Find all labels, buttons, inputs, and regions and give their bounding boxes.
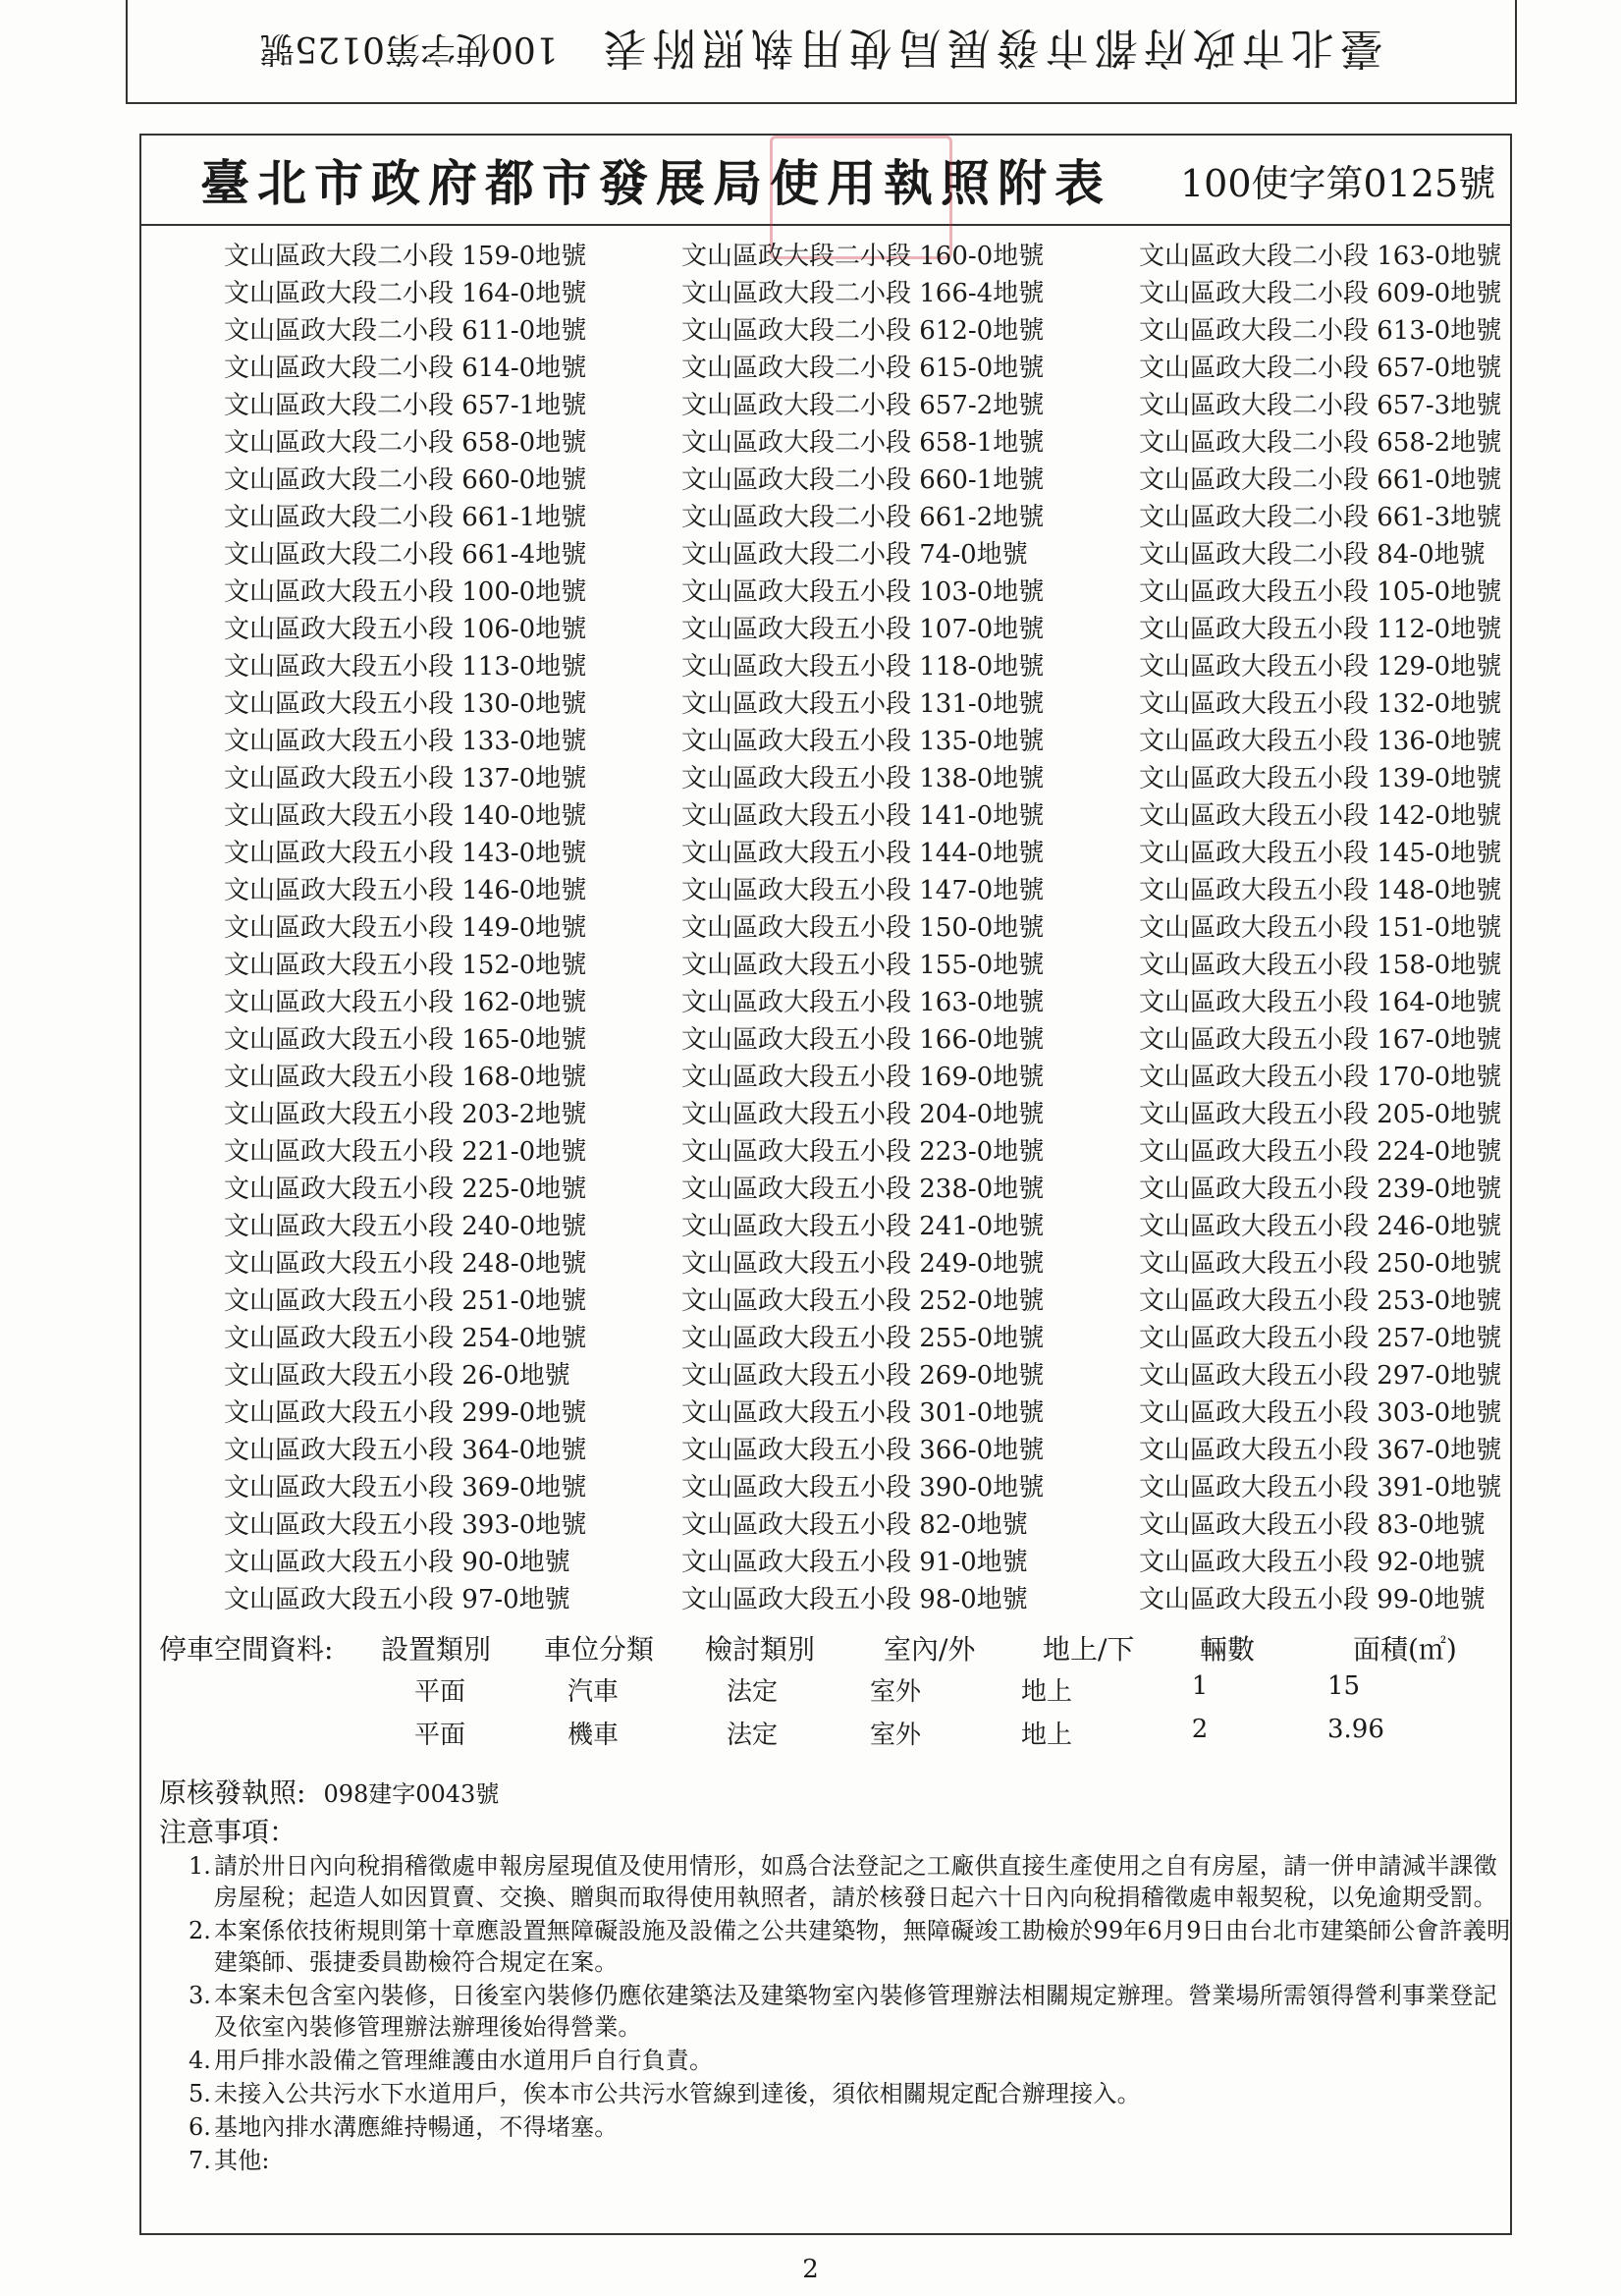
attachment-frame <box>139 134 1512 2235</box>
parcel-item: 文山區政大段五小段 251-0地號 <box>224 1286 587 1316</box>
parcel-item: 文山區政大段五小段 393-0地號 <box>224 1510 587 1540</box>
parcel-item: 文山區政大段二小段 658-1地號 <box>681 428 1045 458</box>
parcel-item: 文山區政大段五小段 92-0地號 <box>1139 1548 1486 1577</box>
parcel-item: 文山區政大段五小段 205-0地號 <box>1139 1100 1502 1129</box>
parcel-item: 文山區政大段二小段 163-0地號 <box>1139 242 1502 271</box>
note-item <box>189 1980 1512 2043</box>
parcel-item: 文山區政大段五小段 107-0地號 <box>681 615 1045 644</box>
parcel-item: 文山區政大段二小段 609-0地號 <box>1139 279 1502 308</box>
parcel-item: 文山區政大段五小段 166-0地號 <box>681 1025 1045 1055</box>
parcel-item: 文山區政大段二小段 661-3地號 <box>1139 503 1502 532</box>
stub-permit-number: 100使字第0125號 <box>259 28 559 70</box>
parcel-item: 文山區政大段五小段 167-0地號 <box>1139 1025 1502 1055</box>
parcel-item: 文山區政大段五小段 269-0地號 <box>681 1361 1045 1391</box>
parcel-item: 文山區政大段五小段 155-0地號 <box>681 951 1045 980</box>
note-number: 3. <box>189 1982 211 2009</box>
parking-cell: 法定 <box>726 1721 778 1750</box>
parcel-item: 文山區政大段五小段 367-0地號 <box>1139 1436 1502 1465</box>
parcel-item: 文山區政大段五小段 99-0地號 <box>1139 1585 1486 1614</box>
parcel-item: 文山區政大段五小段 144-0地號 <box>681 839 1045 868</box>
parking-cell: 15 <box>1327 1671 1361 1701</box>
parcel-item: 文山區政大段五小段 129-0地號 <box>1139 652 1502 682</box>
note-text: 用戶排水設備之管理維護由水道用戶自行負責。 <box>214 2047 714 2074</box>
original-permit-label: 原核發執照: <box>159 1777 306 1809</box>
parcel-item: 文山區政大段五小段 255-0地號 <box>681 1324 1045 1353</box>
parcel-item: 文山區政大段二小段 611-0地號 <box>224 316 587 346</box>
parcel-item: 文山區政大段五小段 131-0地號 <box>681 689 1045 719</box>
parcel-item: 文山區政大段五小段 249-0地號 <box>681 1249 1045 1279</box>
parcel-item: 文山區政大段五小段 391-0地號 <box>1139 1473 1502 1503</box>
parcel-item: 文山區政大段五小段 303-0地號 <box>1139 1398 1502 1428</box>
parcel-item: 文山區政大段五小段 366-0地號 <box>681 1436 1045 1465</box>
parcel-item: 文山區政大段二小段 660-1地號 <box>681 465 1045 495</box>
parcel-item: 文山區政大段五小段 369-0地號 <box>224 1473 587 1503</box>
parcel-item: 文山區政大段五小段 152-0地號 <box>224 951 587 980</box>
parking-cell: 法定 <box>726 1677 778 1707</box>
parcel-item: 文山區政大段五小段 246-0地號 <box>1139 1212 1502 1241</box>
parcel-item: 文山區政大段二小段 660-0地號 <box>224 465 587 495</box>
note-text: 未接入公共污水下水道用戶，俟本市公共污水管線到達後，須依相關規定配合辦理接入。 <box>214 2080 1141 2107</box>
parking-cell: 室外 <box>869 1721 921 1750</box>
parking-row <box>159 1715 1514 1758</box>
parcel-item: 文山區政大段五小段 204-0地號 <box>681 1100 1045 1129</box>
parcel-item: 文山區政大段五小段 149-0地號 <box>224 913 587 943</box>
parcel-item: 文山區政大段五小段 364-0地號 <box>224 1436 587 1465</box>
parcel-item: 文山區政大段五小段 135-0地號 <box>681 727 1045 756</box>
parking-header-row <box>159 1628 1514 1671</box>
parking-cell: 機車 <box>567 1721 619 1750</box>
parcel-item: 文山區政大段五小段 148-0地號 <box>1139 876 1502 905</box>
note-text: 其他: <box>214 2147 270 2174</box>
parcel-item: 文山區政大段二小段 661-1地號 <box>224 503 587 532</box>
parcel-item: 文山區政大段五小段 158-0地號 <box>1139 951 1502 980</box>
parking-cell: 地上 <box>1020 1677 1072 1707</box>
parking-label: 停車空間資料: <box>159 1633 334 1666</box>
parcel-item: 文山區政大段五小段 105-0地號 <box>1139 577 1502 607</box>
parking-header: 面積(㎡) <box>1353 1633 1457 1666</box>
parking-cell: 2 <box>1191 1715 1209 1744</box>
notes-title: 注意事項： <box>159 1816 297 1848</box>
parcel-item: 文山區政大段五小段 136-0地號 <box>1139 727 1502 756</box>
note-number: 5. <box>189 2080 211 2107</box>
parcel-item: 文山區政大段五小段 103-0地號 <box>681 577 1045 607</box>
document-header <box>141 136 1510 226</box>
parcel-item: 文山區政大段二小段 164-0地號 <box>224 279 587 308</box>
parking-cell: 3.96 <box>1327 1715 1384 1744</box>
parcel-item: 文山區政大段五小段 138-0地號 <box>681 764 1045 793</box>
note-number: 1. <box>189 1852 211 1880</box>
parcel-item: 文山區政大段五小段 170-0地號 <box>1139 1063 1502 1092</box>
parcel-item: 文山區政大段五小段 100-0地號 <box>224 577 587 607</box>
note-text: 請於卅日內向稅捐稽徵處申報房屋現值及使用情形，如爲合法登記之工廠供直接生產使用之自有房屋，請一併申請減半課徵房屋稅；起造人如因買賣、交換、贈與而取得使用執照者，請於核發日起六十日內向稅捐稽徵處申報契稅，以免逾期受罰。 <box>214 1852 1497 1911</box>
parcel-item: 文山區政大段二小段 615-0地號 <box>681 354 1045 383</box>
parcel-item: 文山區政大段二小段 657-0地號 <box>1139 354 1502 383</box>
note-text: 本案未包含室內裝修，日後室內裝修仍應依建築法及建築物室內裝修管理辦法相關規定辦理。營業場所需領得營利事業登記及依室內裝修管理辦法辦理後始得營業。 <box>214 1982 1497 2041</box>
parcel-item: 文山區政大段五小段 147-0地號 <box>681 876 1045 905</box>
permit-number: 100使字第0125號 <box>1180 161 1496 205</box>
notes-list <box>189 1850 1512 2178</box>
parcel-item: 文山區政大段五小段 248-0地號 <box>224 1249 587 1279</box>
parcel-item: 文山區政大段五小段 390-0地號 <box>681 1473 1045 1503</box>
note-number: 6. <box>189 2113 211 2141</box>
parcel-item: 文山區政大段五小段 97-0地號 <box>224 1585 570 1614</box>
parcel-item: 文山區政大段五小段 254-0地號 <box>224 1324 587 1353</box>
parcel-item: 文山區政大段五小段 26-0地號 <box>224 1361 570 1391</box>
parking-header: 車位分類 <box>544 1633 655 1666</box>
parcel-item: 文山區政大段五小段 162-0地號 <box>224 988 587 1017</box>
parcel-item: 文山區政大段二小段 613-0地號 <box>1139 316 1502 346</box>
parcel-item: 文山區政大段五小段 98-0地號 <box>681 1585 1028 1614</box>
note-item <box>189 2078 1512 2109</box>
parcel-item: 文山區政大段二小段 658-0地號 <box>224 428 587 458</box>
parcel-item: 文山區政大段五小段 139-0地號 <box>1139 764 1502 793</box>
parcel-item: 文山區政大段二小段 160-0地號 <box>681 242 1045 271</box>
parcel-item: 文山區政大段五小段 223-0地號 <box>681 1137 1045 1167</box>
parcel-item: 文山區政大段五小段 142-0地號 <box>1139 801 1502 831</box>
parking-header: 地上/下 <box>1043 1633 1135 1666</box>
parcel-item: 文山區政大段二小段 657-2地號 <box>681 391 1045 420</box>
parcel-item: 文山區政大段二小段 661-4地號 <box>224 540 587 570</box>
note-item <box>189 2145 1512 2176</box>
parcel-item: 文山區政大段五小段 145-0地號 <box>1139 839 1502 868</box>
note-item <box>189 2111 1512 2143</box>
parcel-item: 文山區政大段二小段 661-2地號 <box>681 503 1045 532</box>
parcel-item: 文山區政大段五小段 146-0地號 <box>224 876 587 905</box>
parking-cell: 平面 <box>413 1677 465 1707</box>
parcel-item: 文山區政大段五小段 150-0地號 <box>681 913 1045 943</box>
parcel-item: 文山區政大段二小段 658-2地號 <box>1139 428 1502 458</box>
upside-down-header-stub <box>126 0 1517 104</box>
parking-cell: 1 <box>1191 1671 1209 1701</box>
parcel-item: 文山區政大段二小段 84-0地號 <box>1139 540 1486 570</box>
parcel-item: 文山區政大段五小段 250-0地號 <box>1139 1249 1502 1279</box>
parcel-item: 文山區政大段五小段 133-0地號 <box>224 727 587 756</box>
parcel-item: 文山區政大段五小段 253-0地號 <box>1139 1286 1502 1316</box>
parcel-item: 文山區政大段二小段 74-0地號 <box>681 540 1028 570</box>
parcel-item: 文山區政大段五小段 299-0地號 <box>224 1398 587 1428</box>
original-permit <box>159 1772 499 1811</box>
parcel-item: 文山區政大段五小段 132-0地號 <box>1139 689 1502 719</box>
parking-space-table <box>159 1628 1514 1758</box>
parcel-item: 文山區政大段五小段 143-0地號 <box>224 839 587 868</box>
parcel-item: 文山區政大段二小段 661-0地號 <box>1139 465 1502 495</box>
parcel-item: 文山區政大段五小段 225-0地號 <box>224 1175 587 1204</box>
parcel-item: 文山區政大段五小段 221-0地號 <box>224 1137 587 1167</box>
parcel-item: 文山區政大段五小段 301-0地號 <box>681 1398 1045 1428</box>
parcel-item: 文山區政大段五小段 163-0地號 <box>681 988 1045 1017</box>
parcel-item: 文山區政大段五小段 252-0地號 <box>681 1286 1045 1316</box>
parking-cell: 平面 <box>413 1721 465 1750</box>
note-text: 本案係依技術規則第十章應設置無障礙設施及設備之公共建築物，無障礙竣工勘檢於99年6月9日由台北市建築師公會許義明建築師、張捷委員勘檢符合規定在案。 <box>214 1917 1511 1976</box>
parcel-item: 文山區政大段五小段 137-0地號 <box>224 764 587 793</box>
note-item <box>189 2045 1512 2076</box>
parcel-item: 文山區政大段五小段 239-0地號 <box>1139 1175 1502 1204</box>
parking-cell: 室外 <box>869 1677 921 1707</box>
note-number: 2. <box>189 1917 211 1944</box>
parcel-item: 文山區政大段五小段 118-0地號 <box>681 652 1045 682</box>
parcel-item: 文山區政大段五小段 164-0地號 <box>1139 988 1502 1017</box>
parcel-item: 文山區政大段二小段 657-3地號 <box>1139 391 1502 420</box>
parcel-item: 文山區政大段五小段 106-0地號 <box>224 615 587 644</box>
parcel-item: 文山區政大段五小段 91-0地號 <box>681 1548 1028 1577</box>
parcel-item: 文山區政大段五小段 297-0地號 <box>1139 1361 1502 1391</box>
parcel-item: 文山區政大段五小段 90-0地號 <box>224 1548 570 1577</box>
parcel-item: 文山區政大段五小段 141-0地號 <box>681 801 1045 831</box>
parcel-item: 文山區政大段五小段 169-0地號 <box>681 1063 1045 1092</box>
parcel-item: 文山區政大段五小段 203-2地號 <box>224 1100 587 1129</box>
parcel-item: 文山區政大段五小段 241-0地號 <box>681 1212 1045 1241</box>
parking-header: 室內/外 <box>884 1633 976 1666</box>
parking-header: 輛數 <box>1200 1633 1256 1666</box>
parcel-item: 文山區政大段五小段 224-0地號 <box>1139 1137 1502 1167</box>
parking-header: 檢討類別 <box>705 1633 816 1666</box>
parcel-item: 文山區政大段二小段 612-0地號 <box>681 316 1045 346</box>
parking-row <box>159 1671 1514 1715</box>
parking-cell: 地上 <box>1020 1721 1072 1750</box>
parcel-item: 文山區政大段五小段 238-0地號 <box>681 1175 1045 1204</box>
note-item <box>189 1915 1512 1978</box>
parcel-item: 文山區政大段二小段 166-4地號 <box>681 279 1045 308</box>
document-title: 臺北市政府都市發展局使用執照附表 <box>200 154 1111 212</box>
note-item <box>189 1850 1512 1913</box>
parcel-item: 文山區政大段五小段 82-0地號 <box>681 1510 1028 1540</box>
parcel-item: 文山區政大段五小段 113-0地號 <box>224 652 587 682</box>
stub-title: 臺北市政府都市發展局使用執照附表 <box>597 23 1383 73</box>
note-number: 4. <box>189 2047 211 2074</box>
parcel-item: 文山區政大段五小段 165-0地號 <box>224 1025 587 1055</box>
parcel-item: 文山區政大段五小段 151-0地號 <box>1139 913 1502 943</box>
parking-header: 設置類別 <box>381 1633 492 1666</box>
parcel-item: 文山區政大段五小段 240-0地號 <box>224 1212 587 1241</box>
parcel-item: 文山區政大段二小段 657-1地號 <box>224 391 587 420</box>
original-permit-value: 098建字0043號 <box>323 1780 500 1808</box>
page-number: 2 <box>802 2255 819 2284</box>
parcel-item: 文山區政大段五小段 83-0地號 <box>1139 1510 1486 1540</box>
note-number: 7. <box>189 2147 211 2174</box>
note-text: 基地內排水溝應維持暢通，不得堵塞。 <box>214 2113 619 2141</box>
parcel-list <box>224 238 1530 1618</box>
parcel-item: 文山區政大段五小段 168-0地號 <box>224 1063 587 1092</box>
parking-cell: 汽車 <box>567 1677 619 1707</box>
parcel-item: 文山區政大段五小段 257-0地號 <box>1139 1324 1502 1353</box>
parcel-item: 文山區政大段五小段 140-0地號 <box>224 801 587 831</box>
parcel-item: 文山區政大段二小段 614-0地號 <box>224 354 587 383</box>
parcel-item: 文山區政大段二小段 159-0地號 <box>224 242 587 271</box>
parcel-item: 文山區政大段五小段 112-0地號 <box>1139 615 1502 644</box>
parcel-item: 文山區政大段五小段 130-0地號 <box>224 689 587 719</box>
